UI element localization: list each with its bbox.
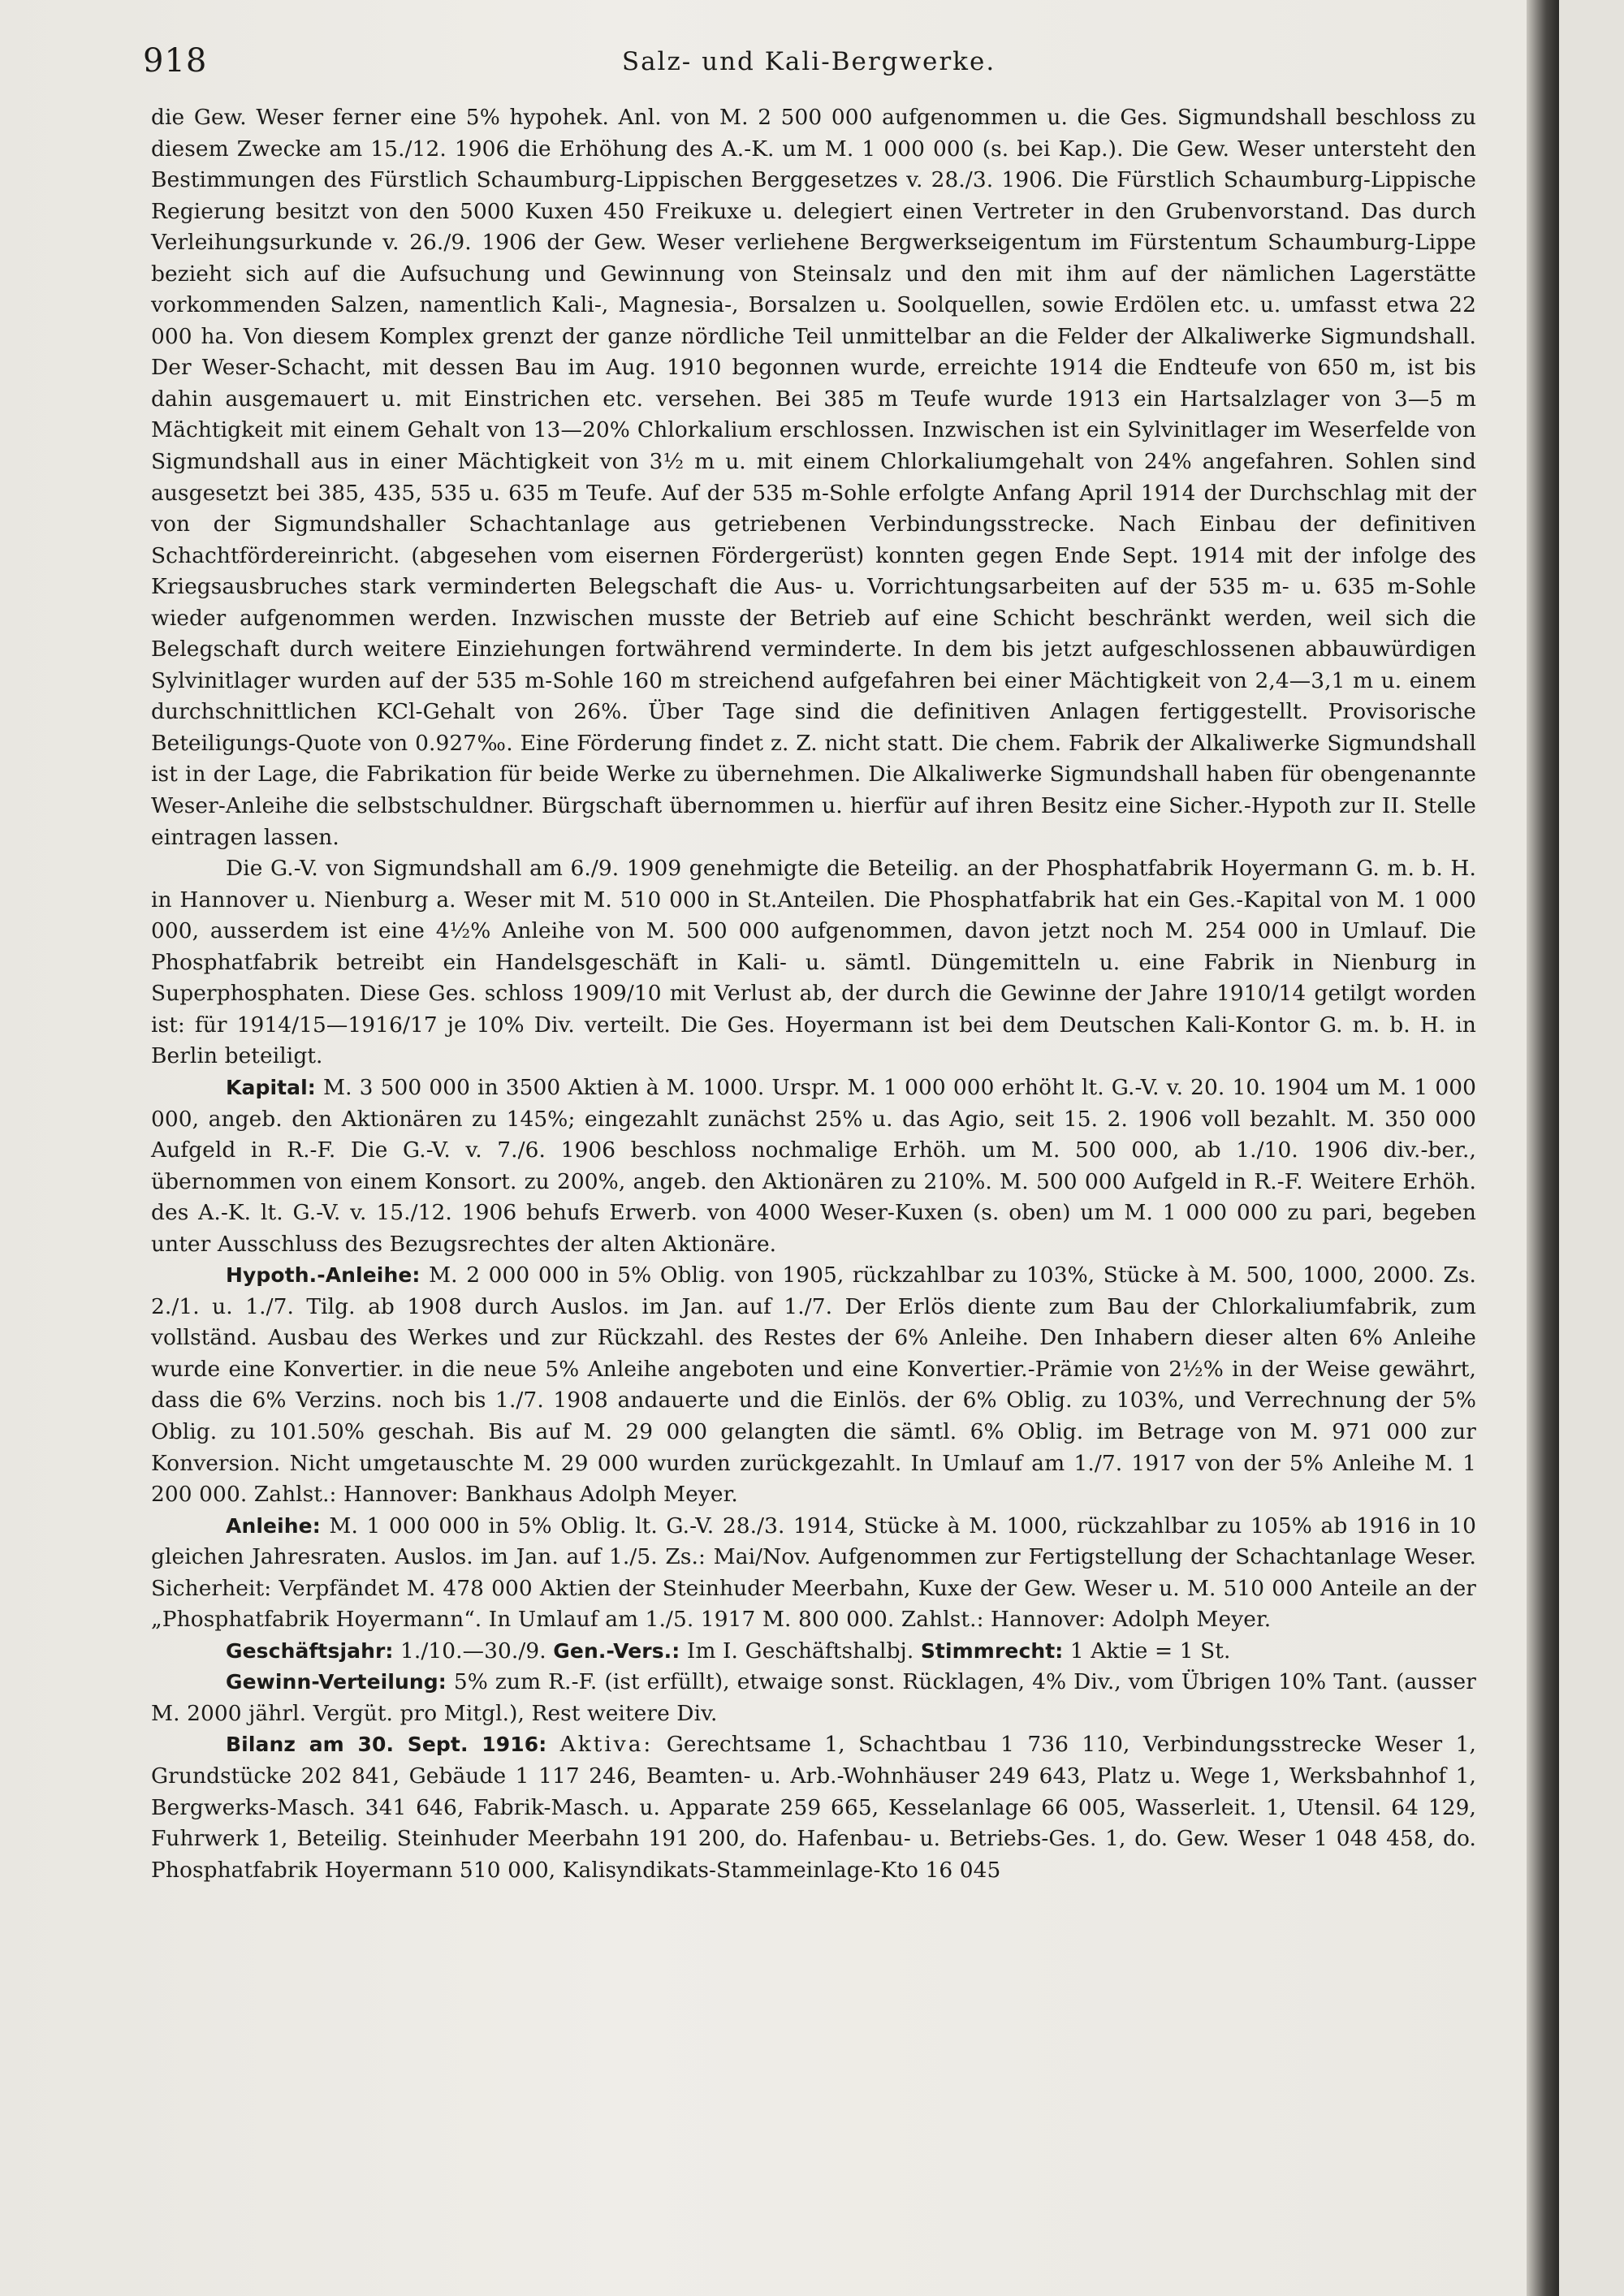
section-text: 1 Aktie = 1 St. xyxy=(1069,1638,1231,1664)
section-text: M. 1 000 000 in 5% Oblig. lt. G.-V. 28./3. 1914, Stücke à M. 1000, rückzahlbar zu 105% ab 1916 in 10 gleichen Jahresraten. Auslos. im Jan. auf 1./5. Zs.: Mai/Nov. Aufgenommen zur Fertigstellung der Schachtanlage Weser. Sicherheit: Verpfändet M. 478 000 Aktien der Steinhuder Meerbahn, Kuxe der Gew. Weser u. M. 510 000 Anteile an der „Phosphatfabrik Hoyermann“. In Umlauf am 1./5. 1917 M. 800 000. Zahlst.: Hannover: Adolph Meyer. xyxy=(151,1513,1476,1633)
paragraph-text: Die G.-V. von Sigmundshall am 6./9. 1909 genehmigte die Beteilig. an der Phosphatfabrik Hoyermann G. m. b. H. in Hannover u. Nienburg a. Weser mit M. 510 000 in St.Anteilen. Die Phosphatfabrik hat ein Ges.-Kapital von M. 1 000 000, ausserdem ist eine 4½% Anleihe von M. 500 000 aufgenommen, davon jetzt noch M. 254 000 in Umlauf. Die Phosphatfabrik betreibt ein Handelsgeschäft in Kali- u. sämtl. Düngemitteln u. eine Fabrik in Nienburg in Superphosphaten. Diese Ges. schloss 1909/10 mit Verlust ab, der durch die Gewinne der Jahre 1910/14 getilgt worden ist: für 1914/15—1916/17 je 10% Div. verteilt. Die Ges. Hoyermann ist bei dem Deutschen Kali-Kontor G. m. b. H. in Berlin beteiligt. xyxy=(151,856,1476,1069)
paragraph-phosphatfabrik xyxy=(151,853,1476,1072)
book-gutter xyxy=(1527,0,1559,2296)
page-header xyxy=(143,42,1475,83)
section-gewinn-verteilung xyxy=(151,1667,1476,1729)
section-label: Bilanz am 30. Sept. 1916: xyxy=(226,1733,547,1757)
section-hypoth-anleihe xyxy=(151,1260,1476,1510)
section-text: 1./10.—30./9. xyxy=(400,1638,546,1664)
facing-page-edge xyxy=(1559,0,1624,2296)
running-title: Salz- und Kali-Bergwerke. xyxy=(621,47,996,76)
section-text: M. 2 000 000 in 5% Oblig. von 1905, rückzahlbar zu 103%, Stücke à M. 500, 1000, 2000. Zs. 2./1. u. 1./7. Tilg. ab 1908 durch Auslos. im Jan. auf 1./7. Der Erlös diente zum Bau der Chlorkaliumfabrik, zum vollständ. Ausbau des Werkes und zur Rückzahl. des Restes der 6% Anleihe. Den Inhabern dieser alten 6% Anleihe wurde eine Konvertier. in die neue 5% Anleihe angeboten und eine Konvertier.-Prämie von 2½% in der Weise gewährt, dass die 6% Verzins. noch bis 1./7. 1908 andauerte und die Einlös. der 6% Oblig. zu 103%, und Verrechnung der 5% Oblig. zu 101.50% geschah. Bis auf M. 29 000 gelangten die sämtl. 6% Oblig. im Betrage von M. 971 000 zur Konversion. Nicht umgetauschte M. 29 000 wurden zurückgezahlt. In Umlauf am 1./7. 1917 von der 5% Anleihe M. 1 200 000. Zahlst.: Hannover: Bankhaus Adolph Meyer. xyxy=(151,1262,1476,1508)
section-text: Im I. Geschäftshalbj. xyxy=(686,1638,914,1664)
paragraph-text: die Gew. Weser ferner eine 5% hypohek. Anl. von M. 2 500 000 aufgenommen u. die Ges. Sigmundshall beschloss zu diesem Zwecke am 15./12. 1906 die Erhöhung des A.-K. um M. 1 000 000 (s. bei Kap.). Die Gew. Weser untersteht den Bestimmungen des Fürstlich Schaumburg-Lippischen Berggesetzes v. 28./3. 1906. Die Fürstlich Schaumburg-Lippische Regierung besitzt von den 5000 Kuxen 450 Freikuxe u. delegiert einen Vertreter in den Grubenvorstand. Das durch Verleihungsurkunde v. 26./9. 1906 der Gew. Weser verliehene Bergwerkseigentum im Fürstentum Schaumburg-Lippe bezieht sich auf die Aufsuchung und Gewinnung von Steinsalz und den mit ihm auf der nämlichen Lagerstätte vorkommenden Salzen, namentlich Kali-, Magnesia-, Borsalzen u. Soolquellen, sowie Erdölen etc. u. umfasst etwa 22 000 ha. Von diesem Komplex grenzt der ganze nördliche Teil unmittelbar an die Felder der Alkaliwerke Sigmundshall. Der Weser-Schacht, mit dessen Bau im Aug. 1910 begonnen wurde, erreichte 1914 die Endteufe von 650 m, ist bis dahin ausgemauert u. mit Einstrichen etc. versehen. Bei 385 m Teufe wurde 1913 ein Hartsalzlager von 3—5 m Mächtigkeit mit einem Gehalt von 13—20% Chlorkalium erschlossen. Inzwischen ist ein Sylvinitlager im Weserfelde von Sigmundshall aus in einer Mächtigkeit von 3½ m u. mit einem Chlorkaliumgehalt von 24% angefahren. Sohlen sind ausgesetzt bei 385, 435, 535 u. 635 m Teufe. Auf der 535 m-Sohle erfolgte Anfang April 1914 der Durchschlag mit der von der Sigmundshaller Schachtanlage aus getriebenen Verbindungsstrecke. Nach Einbau der definitiven Schachtfördereinricht. (abgesehen vom eisernen Fördergerüst) konnten gegen Ende Sept. 1914 mit der infolge des Kriegsausbruches stark verminderten Belegschaft die Aus- u. Vorrichtungsarbeiten auf der 535 m- u. 635 m-Sohle wieder aufgenommen werden. Inzwischen musste der Betrieb auf eine Schicht beschränkt werden, weil sich die Belegschaft durch weitere Einziehungen fortwährend verminderte. In dem bis jetzt aufgeschlossenen abbauwürdigen Sylvinitlager wurden auf der 535 m-Sohle 160 m streichend aufgefahren bei einer Mächtigkeit von 2,4—3,1 m u. einem durchschnittlichen KCl-Gehalt von 26%. Über Tage sind die definitiven Anlagen fertiggestellt. Provisorische Beteiligungs-Quote von 0.927‰. Eine Förderung findet z. Z. nicht statt. Die chem. Fabrik der Alkaliwerke Sigmundshall ist in der Lage, die Fabrikation für beide Werke zu übernehmen. Die Alkaliwerke Sigmundshall haben für obengenannte Weser-Anleihe die selbstschuldner. Bürgschaft übernommen u. hierfür auf ihren Besitz eine Sicher.-Hypoth zur II. Stelle eintragen lassen. xyxy=(151,105,1476,850)
section-text: Gerechtsame 1, Schachtbau 1 736 110, Verbindungsstrecke Weser 1, Grundstücke 202 841, Gebäude 1 117 246, Beamten- u. Arb.-Wohnhäuser 249 643, Platz u. Wege 1, Werksbahnhof 1, Bergwerks-Masch. 341 646, Fabrik-Masch. u. Apparate 259 665, Kesselanlage 66 005, Wasserleit. 1, Utensil. 64 129, Fuhrwerk 1, Beteilig. Steinhuder Meerbahn 191 200, do. Hafenbau- u. Betriebs-Ges. 1, do. Gew. Weser 1 048 458, do. Phosphatfabrik Hoyermann 510 000, Kalisyndikats-Stammeinlage-Kto 16 045 xyxy=(151,1732,1476,1883)
section-geschaeftsjahr xyxy=(151,1636,1476,1668)
section-label: Gen.-Vers.: xyxy=(553,1638,680,1663)
section-label: Stimmrecht: xyxy=(920,1638,1064,1663)
section-text: 5% zum R.-F. (ist erfüllt), etwaige sonst. Rücklagen, 4% Div., vom Übrigen 10% Tant. (ausser M. 2000 jährl. Vergüt. pro Mitgl.), Rest weitere Div. xyxy=(151,1669,1476,1726)
section-kapital xyxy=(151,1072,1476,1260)
page-number: 918 xyxy=(143,42,208,80)
section-label: Geschäftsjahr: xyxy=(226,1638,394,1663)
body-text xyxy=(151,102,1476,1886)
aktiva-label: Aktiva: xyxy=(559,1732,654,1758)
section-bilanz xyxy=(151,1729,1476,1886)
section-anleihe xyxy=(151,1511,1476,1636)
paragraph-weser xyxy=(151,102,1476,853)
section-label: Anleihe: xyxy=(226,1513,321,1538)
section-label: Gewinn-Verteilung: xyxy=(226,1670,447,1694)
section-label: Kapital: xyxy=(226,1075,316,1099)
section-text: M. 3 500 000 in 3500 Aktien à M. 1000. Urspr. M. 1 000 000 erhöht lt. G.-V. v. 20. 10. 1904 um M. 1 000 000, angeb. den Aktionären zu 145%; eingezahlt zunächst 25% u. das Agio, seit 15. 2. 1906 voll bezahlt. M. 350 000 Aufgeld in R.-F. Die G.-V. v. 7./6. 1906 beschloss nochmalige Erhöh. um M. 500 000, ab 1./10. 1906 div.-ber., übernommen von einem Konsort. zu 200%, angeb. den Aktionären zu 210%. M. 500 000 Aufgeld in R.-F. Weitere Erhöh. des A.-K. lt. G.-V. v. 15./12. 1906 behufs Erwerb. von 4000 Weser-Kuxen (s. oben) um M. 1 000 000 zu pari, begeben unter Ausschluss des Bezugsrechtes der alten Aktionäre. xyxy=(151,1074,1476,1257)
section-label: Hypoth.-Anleihe: xyxy=(226,1263,421,1288)
